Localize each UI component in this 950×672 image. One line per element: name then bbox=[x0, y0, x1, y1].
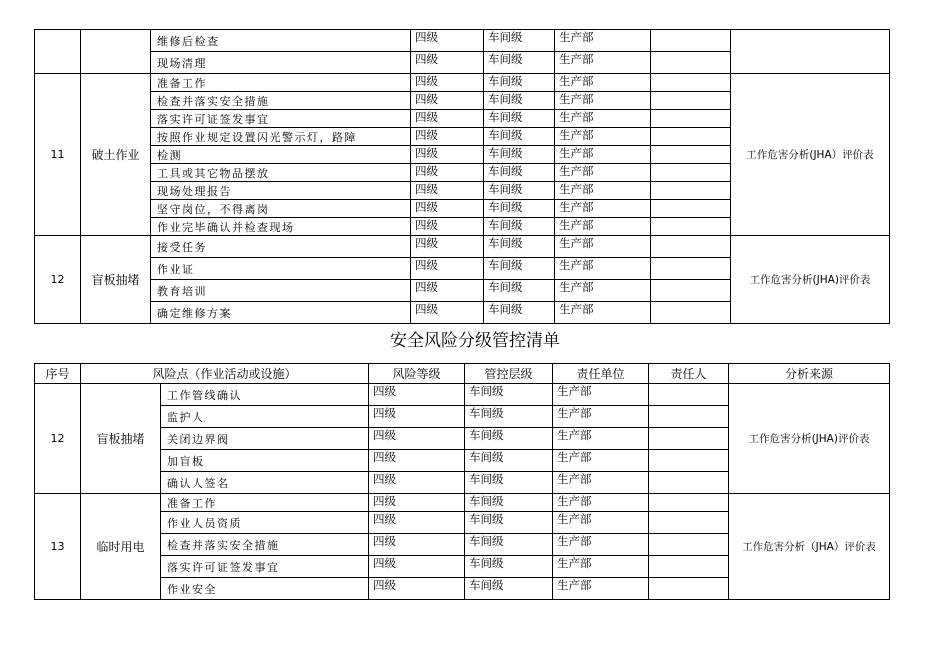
activity-cell: 作业完毕确认并检查现场 bbox=[151, 218, 411, 236]
control-level-cell: 车间级 bbox=[465, 578, 553, 600]
row-seq: 12 bbox=[35, 236, 81, 324]
risk-level-cell: 四级 bbox=[369, 578, 465, 600]
activity-cell: 加盲板 bbox=[161, 450, 369, 472]
risk-level-cell: 四级 bbox=[369, 406, 465, 428]
risk-table-continued bbox=[34, 29, 890, 324]
control-level-cell: 车间级 bbox=[465, 406, 553, 428]
responsible-unit-cell: 生产部 bbox=[555, 302, 651, 324]
control-level-cell: 车间级 bbox=[484, 200, 555, 218]
analysis-source: 工作危害分析(JHA)评价表 bbox=[729, 384, 890, 494]
activity-cell: 接受任务 bbox=[151, 236, 411, 258]
control-level-cell: 车间级 bbox=[484, 74, 555, 92]
responsible-person-cell bbox=[649, 472, 729, 494]
control-level-cell: 车间级 bbox=[465, 428, 553, 450]
responsible-person-cell bbox=[651, 302, 731, 324]
activity-cell: 落实许可证签发事宜 bbox=[151, 110, 411, 128]
risk-table bbox=[34, 363, 890, 600]
responsible-person-cell bbox=[651, 258, 731, 280]
row-seq: 12 bbox=[35, 384, 81, 494]
activity-cell: 作业安全 bbox=[161, 578, 369, 600]
risk-level-cell: 四级 bbox=[369, 472, 465, 494]
risk-level-cell: 四级 bbox=[411, 30, 484, 52]
control-level-cell: 车间级 bbox=[465, 450, 553, 472]
control-level-cell: 车间级 bbox=[484, 110, 555, 128]
responsible-person-cell bbox=[651, 128, 731, 146]
responsible-unit-cell: 生产部 bbox=[553, 428, 649, 450]
responsible-unit-cell: 生产部 bbox=[553, 534, 649, 556]
activity-cell: 维修后检查 bbox=[151, 30, 411, 52]
header-control-level: 管控层级 bbox=[465, 364, 553, 384]
activity-cell: 坚守岗位，不得离岗 bbox=[151, 200, 411, 218]
risk-level-cell: 四级 bbox=[411, 258, 484, 280]
control-level-cell: 车间级 bbox=[484, 52, 555, 74]
table-row bbox=[35, 236, 890, 258]
control-level-cell: 车间级 bbox=[465, 556, 553, 578]
responsible-unit-cell: 生产部 bbox=[555, 182, 651, 200]
responsible-person-cell bbox=[649, 578, 729, 600]
activity-cell: 落实许可证签发事宜 bbox=[161, 556, 369, 578]
risk-level-cell: 四级 bbox=[369, 534, 465, 556]
activity-cell: 按照作业规定设置闪光警示灯，路障 bbox=[151, 128, 411, 146]
responsible-unit-cell: 生产部 bbox=[555, 110, 651, 128]
row-seq: 11 bbox=[35, 74, 81, 236]
responsible-unit-cell: 生产部 bbox=[553, 512, 649, 534]
risk-level-cell: 四级 bbox=[411, 74, 484, 92]
analysis-source: 工作危害分析(JHA）评价表 bbox=[731, 74, 890, 236]
control-level-cell: 车间级 bbox=[465, 472, 553, 494]
responsible-person-cell bbox=[651, 236, 731, 258]
responsible-unit-cell: 生产部 bbox=[555, 146, 651, 164]
analysis-source: 工作危害分析（JHA）评价表 bbox=[729, 494, 890, 600]
analysis-source bbox=[731, 30, 890, 74]
responsible-unit-cell: 生产部 bbox=[555, 52, 651, 74]
control-level-cell: 车间级 bbox=[484, 164, 555, 182]
activity-cell: 作业证 bbox=[151, 258, 411, 280]
control-level-cell: 车间级 bbox=[484, 258, 555, 280]
responsible-unit-cell: 生产部 bbox=[555, 128, 651, 146]
row-seq bbox=[35, 30, 81, 74]
responsible-person-cell bbox=[651, 30, 731, 52]
responsible-unit-cell: 生产部 bbox=[555, 30, 651, 52]
activity-cell: 检查并落实安全措施 bbox=[151, 92, 411, 110]
responsible-person-cell bbox=[649, 450, 729, 472]
row-seq: 13 bbox=[35, 494, 81, 600]
responsible-unit-cell: 生产部 bbox=[553, 472, 649, 494]
control-level-cell: 车间级 bbox=[465, 534, 553, 556]
responsible-person-cell bbox=[651, 164, 731, 182]
risk-level-cell: 四级 bbox=[411, 200, 484, 218]
risk-level-cell: 四级 bbox=[411, 128, 484, 146]
risk-level-cell: 四级 bbox=[411, 92, 484, 110]
activity-cell: 准备工作 bbox=[151, 74, 411, 92]
control-level-cell: 车间级 bbox=[484, 218, 555, 236]
responsible-person-cell bbox=[649, 494, 729, 512]
activity-cell: 教育培训 bbox=[151, 280, 411, 302]
responsible-unit-cell: 生产部 bbox=[553, 406, 649, 428]
control-level-cell: 车间级 bbox=[465, 494, 553, 512]
responsible-person-cell bbox=[651, 182, 731, 200]
activity-cell: 工具或其它物品摆放 bbox=[151, 164, 411, 182]
activity-cell: 现场清理 bbox=[151, 52, 411, 74]
table-row bbox=[35, 384, 890, 406]
activity-cell: 作业人员资质 bbox=[161, 512, 369, 534]
responsible-unit-cell: 生产部 bbox=[555, 218, 651, 236]
responsible-person-cell bbox=[649, 428, 729, 450]
activity-cell: 关闭边界阀 bbox=[161, 428, 369, 450]
activity-cell: 检测 bbox=[151, 146, 411, 164]
risk-level-cell: 四级 bbox=[411, 280, 484, 302]
control-level-cell: 车间级 bbox=[484, 92, 555, 110]
responsible-unit-cell: 生产部 bbox=[553, 556, 649, 578]
risk-level-cell: 四级 bbox=[411, 110, 484, 128]
control-level-cell: 车间级 bbox=[484, 146, 555, 164]
responsible-person-cell bbox=[651, 200, 731, 218]
risk-level-cell: 四级 bbox=[369, 556, 465, 578]
activity-cell: 确认人签名 bbox=[161, 472, 369, 494]
risk-level-cell: 四级 bbox=[369, 428, 465, 450]
header-responsible-unit: 责任单位 bbox=[553, 364, 649, 384]
risk-level-cell: 四级 bbox=[411, 164, 484, 182]
control-level-cell: 车间级 bbox=[484, 280, 555, 302]
control-level-cell: 车间级 bbox=[465, 384, 553, 406]
page-title: 安全风险分级管控清单 bbox=[390, 331, 560, 351]
risk-level-cell: 四级 bbox=[411, 302, 484, 324]
control-level-cell: 车间级 bbox=[484, 128, 555, 146]
activity-cell: 确定维修方案 bbox=[151, 302, 411, 324]
responsible-person-cell bbox=[651, 218, 731, 236]
control-level-cell: 车间级 bbox=[484, 30, 555, 52]
responsible-person-cell bbox=[649, 534, 729, 556]
risk-level-cell: 四级 bbox=[369, 512, 465, 534]
header-seq: 序号 bbox=[35, 364, 81, 384]
risk-level-cell: 四级 bbox=[411, 182, 484, 200]
responsible-unit-cell: 生产部 bbox=[555, 200, 651, 218]
responsible-unit-cell: 生产部 bbox=[553, 384, 649, 406]
header-responsible-person: 责任人 bbox=[649, 364, 729, 384]
responsible-person-cell bbox=[649, 556, 729, 578]
activity-cell: 检查并落实安全措施 bbox=[161, 534, 369, 556]
activity-cell: 准备工作 bbox=[161, 494, 369, 512]
risk-level-cell: 四级 bbox=[369, 450, 465, 472]
responsible-unit-cell: 生产部 bbox=[555, 236, 651, 258]
risk-level-cell: 四级 bbox=[411, 218, 484, 236]
risk-level-cell: 四级 bbox=[411, 52, 484, 74]
responsible-person-cell bbox=[649, 406, 729, 428]
responsible-person-cell bbox=[651, 146, 731, 164]
responsible-unit-cell: 生产部 bbox=[555, 280, 651, 302]
responsible-person-cell bbox=[649, 384, 729, 406]
responsible-unit-cell: 生产部 bbox=[553, 494, 649, 512]
responsible-person-cell bbox=[651, 110, 731, 128]
activity-cell: 现场处理报告 bbox=[151, 182, 411, 200]
responsible-person-cell bbox=[651, 92, 731, 110]
activity-cell: 工作管线确认 bbox=[161, 384, 369, 406]
responsible-person-cell bbox=[649, 512, 729, 534]
responsible-unit-cell: 生产部 bbox=[555, 74, 651, 92]
responsible-unit-cell: 生产部 bbox=[553, 450, 649, 472]
control-level-cell: 车间级 bbox=[484, 236, 555, 258]
responsible-person-cell bbox=[651, 74, 731, 92]
risk-level-cell: 四级 bbox=[369, 384, 465, 406]
header-analysis-source: 分析来源 bbox=[729, 364, 890, 384]
header-risk-point: 风险点（作业活动或设施） bbox=[81, 364, 369, 384]
risk-point bbox=[81, 30, 151, 74]
responsible-unit-cell: 生产部 bbox=[555, 258, 651, 280]
table-row bbox=[35, 494, 890, 512]
risk-point: 盲板抽堵 bbox=[81, 384, 161, 494]
table-row bbox=[35, 74, 890, 92]
activity-cell: 监护人 bbox=[161, 406, 369, 428]
control-level-cell: 车间级 bbox=[484, 302, 555, 324]
responsible-unit-cell: 生产部 bbox=[555, 164, 651, 182]
risk-point: 盲板抽堵 bbox=[81, 236, 151, 324]
responsible-person-cell bbox=[651, 52, 731, 74]
table-header-row bbox=[35, 364, 890, 384]
responsible-unit-cell: 生产部 bbox=[553, 578, 649, 600]
control-level-cell: 车间级 bbox=[484, 182, 555, 200]
analysis-source: 工作危害分析(JHA)评价表 bbox=[731, 236, 890, 324]
risk-level-cell: 四级 bbox=[369, 494, 465, 512]
risk-point: 临时用电 bbox=[81, 494, 161, 600]
responsible-unit-cell: 生产部 bbox=[555, 92, 651, 110]
header-risk-level: 风险等级 bbox=[369, 364, 465, 384]
risk-level-cell: 四级 bbox=[411, 236, 484, 258]
risk-level-cell: 四级 bbox=[411, 146, 484, 164]
responsible-person-cell bbox=[651, 280, 731, 302]
risk-point: 破土作业 bbox=[81, 74, 151, 236]
control-level-cell: 车间级 bbox=[465, 512, 553, 534]
table-row bbox=[35, 30, 890, 52]
